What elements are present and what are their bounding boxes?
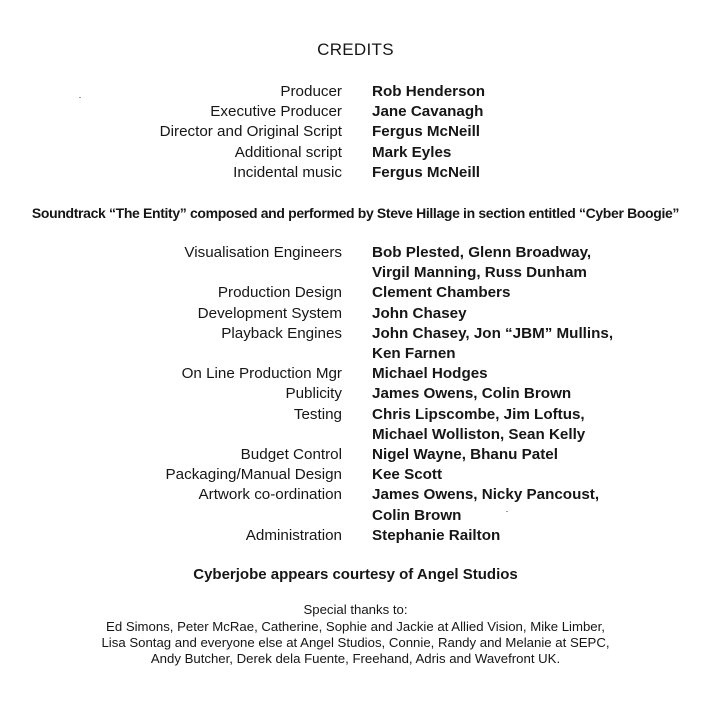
thanks-list	[0, 619, 711, 668]
credit-row	[0, 364, 711, 384]
credit-name-line: James Owens, Colin Brown	[372, 385, 572, 403]
credit-role: Producer	[280, 83, 342, 100]
credits-top-list	[0, 82, 711, 183]
credit-names	[372, 445, 672, 465]
credit-names	[372, 526, 672, 546]
credit-names	[372, 465, 672, 485]
credit-row	[0, 283, 711, 303]
credit-name-line: James Owens, Nicky Pancoust,	[372, 486, 600, 504]
credit-row	[0, 465, 711, 485]
credit-names	[372, 102, 672, 122]
credit-row	[0, 485, 711, 525]
credit-row	[0, 304, 711, 324]
credit-names	[372, 163, 672, 183]
scan-speck	[506, 511, 508, 512]
credit-role: On Line Production Mgr	[181, 365, 342, 383]
credit-row	[0, 526, 711, 546]
credit-role: Packaging/Manual Design	[165, 466, 342, 484]
credit-role: Development System	[197, 304, 342, 322]
credit-names	[372, 364, 672, 384]
thanks-line: Ed Simons, Peter McRae, Catherine, Sophie and Jackie at Allied Vision, Mike Limber,	[106, 619, 605, 634]
credit-name-line: Michael Hodges	[372, 365, 488, 383]
credit-row	[0, 445, 711, 465]
page-title: CREDITS	[317, 40, 394, 59]
credit-name-line: Michael Wolliston, Sean Kelly	[372, 425, 586, 443]
credit-name-line: Kee Scott	[372, 466, 443, 484]
credit-role: Testing	[293, 405, 342, 423]
credit-role: Artwork co-ordination	[198, 486, 342, 504]
credit-name-line: Nigel Wayne, Bhanu Patel	[372, 446, 558, 464]
credit-names	[372, 243, 672, 283]
credit-role: Playback Engines	[221, 324, 342, 342]
credit-names	[372, 324, 672, 364]
credit-role: Executive Producer	[210, 103, 342, 121]
credit-role: Incidental music	[233, 163, 342, 181]
credit-row	[0, 324, 711, 364]
credit-role: Director and Original Script	[159, 123, 342, 141]
credit-row	[0, 405, 711, 445]
credit-row	[0, 163, 711, 183]
thanks-line: Andy Butcher, Derek dela Fuente, Freehand, Adris and Wavefront UK.	[150, 651, 561, 667]
credit-names	[372, 143, 672, 163]
credit-row	[0, 384, 711, 404]
credit-row	[0, 122, 711, 142]
scan-speck	[79, 97, 81, 98]
credit-name-line: Jane Cavanagh	[372, 103, 484, 121]
credit-names	[372, 283, 672, 303]
credit-name-line: Bob Plested, Glenn Broadway,	[372, 244, 592, 261]
credit-name-line: John Chasey, Jon “JBM” Mullins,	[372, 324, 614, 342]
credit-row	[0, 82, 711, 102]
credit-role: Budget Control	[240, 446, 342, 464]
credit-names	[372, 304, 672, 324]
thanks-heading: Special thanks to:	[303, 602, 408, 617]
credit-name-line: Ken Farnen	[372, 345, 456, 363]
credit-names	[372, 122, 672, 142]
credit-row	[0, 102, 711, 122]
courtesy-note: Cyberjobe appears courtesy of Angel Studios	[193, 566, 518, 583]
credit-role: Administration	[245, 526, 342, 544]
credit-name-line: Fergus McNeill	[372, 123, 481, 141]
credit-names	[372, 485, 672, 525]
credit-role: Production Design	[217, 284, 342, 302]
soundtrack-note: Soundtrack “The Entity” composed and performed by Steve Hillage in section entitled “Cyber Boogie”	[31, 205, 680, 221]
credit-name-line: Stephanie Railton	[372, 526, 501, 544]
credit-names	[372, 82, 672, 102]
credit-role: Visualisation Engineers	[184, 244, 342, 261]
credit-name-line: Mark Eyles	[372, 143, 452, 161]
credit-role: Additional script	[234, 143, 342, 161]
credit-row	[0, 143, 711, 163]
credit-name-line: Virgil Manning, Russ Dunham	[372, 264, 587, 282]
credits-main-list	[0, 243, 711, 546]
credit-name-line: Rob Henderson	[372, 83, 486, 100]
thanks-line: Lisa Sontag and everyone else at Angel Studios, Connie, Randy and Melanie at SEPC,	[101, 635, 610, 651]
credit-names	[372, 384, 672, 404]
credit-name-line: John Chasey	[372, 304, 467, 322]
credit-name-line: Fergus McNeill	[372, 163, 481, 181]
credit-name-line: Clement Chambers	[372, 284, 511, 302]
credit-row	[0, 243, 711, 283]
credit-name-line: Chris Lipscombe, Jim Loftus,	[372, 405, 585, 423]
credit-role: Publicity	[285, 385, 342, 403]
credit-names	[372, 405, 672, 445]
credit-name-line: Colin Brown	[372, 506, 462, 524]
